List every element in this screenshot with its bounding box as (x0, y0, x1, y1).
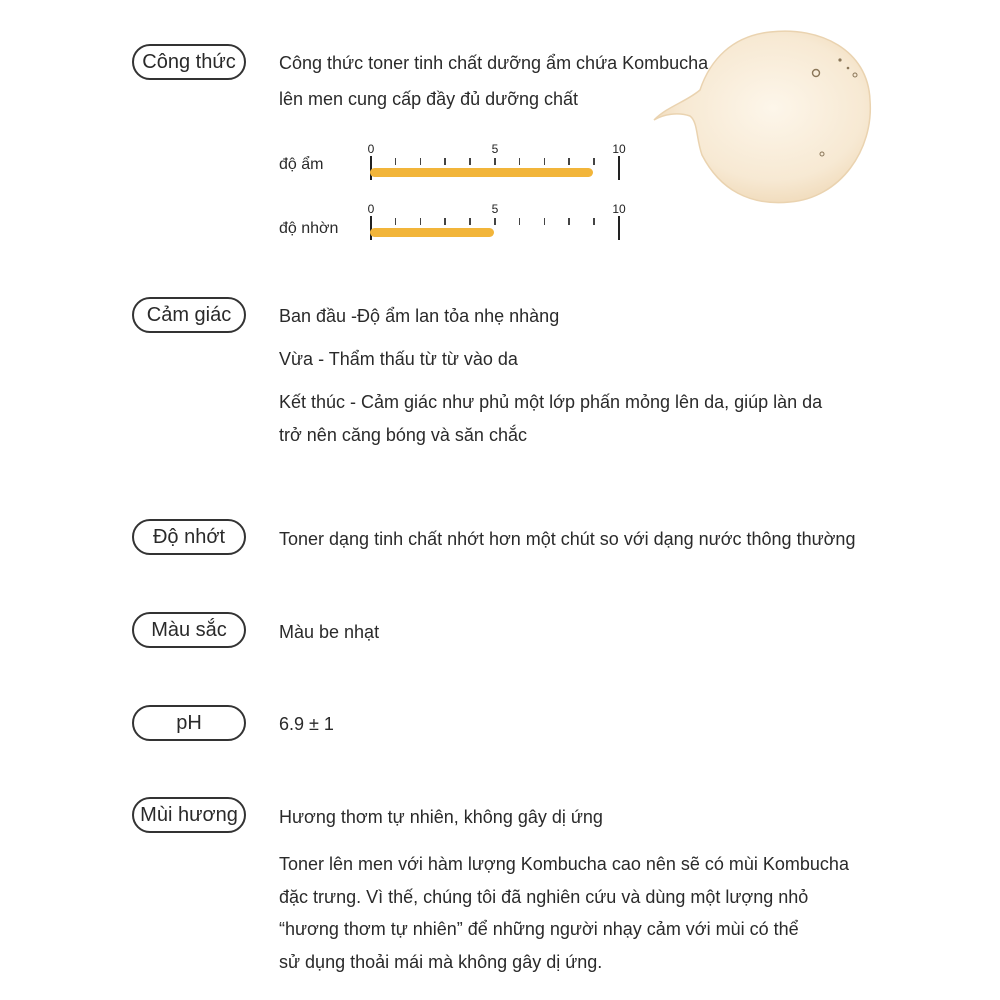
cong-thuc-line-2: lên men cung cấp đầy đủ dưỡng chất (279, 89, 579, 109)
scale-tick (494, 218, 496, 225)
moisture-scale (367, 142, 626, 186)
scale-tick (593, 158, 595, 165)
label-do-nhot: Độ nhớt (132, 519, 246, 555)
do-nhot-line-1: Toner dạng tinh chất nhớt hơn một chút so với dạng nước thông thường (279, 529, 856, 549)
scale-tick (519, 158, 521, 165)
scale-tick (444, 218, 446, 225)
mau-sac-line-1: Màu be nhạt (279, 622, 380, 642)
mui-huong-line-1: Hương thơm tự nhiên, không gây dị ứng (279, 807, 603, 827)
scale-label-moisture: độ ẩm (279, 156, 324, 173)
scale-tick (544, 158, 546, 165)
mui-huong-line-4: “hương thơm tự nhiên” để những người nhạy cảm với mùi có thể (279, 919, 799, 939)
scale-tick (395, 218, 397, 225)
mui-huong-line-5: sử dụng thoải mái mà không gây dị ứng. (279, 952, 603, 972)
mui-huong-line-3: đặc trưng. Vì thế, chúng tôi đã nghiên cứu và dùng một lượng nhỏ (279, 887, 809, 907)
scale-tick (593, 218, 595, 225)
label-cong-thuc: Công thức (132, 44, 246, 80)
cam-giac-line-2: Vừa - Thẩm thấu từ từ vào da (279, 349, 518, 369)
label-cam-giac: Cảm giác (132, 297, 246, 333)
scale-mid-label: 5 (491, 202, 499, 216)
scale-min-label: 0 (367, 142, 375, 156)
cam-giac-line-1: Ban đầu -Độ ẩm lan tỏa nhẹ nhàng (279, 306, 560, 326)
label-mau-sac: Màu sắc (132, 612, 246, 648)
oiliness-bar (370, 228, 494, 237)
mui-huong-line-2: Toner lên men với hàm lượng Kombucha cao nên sẽ có mùi Kombucha (279, 854, 849, 874)
scale-label-oiliness: độ nhờn (279, 220, 339, 237)
scale-tick (395, 158, 397, 165)
cong-thuc-line-1: Công thức toner tinh chất dưỡng ẩm chứa Kombucha (279, 53, 709, 73)
scale-end-line (618, 156, 620, 180)
label-ph: pH (132, 705, 246, 741)
label-mui-huong: Mùi hương (132, 797, 246, 833)
scale-tick (469, 218, 471, 225)
scale-min-label: 0 (367, 202, 375, 216)
scale-tick (519, 218, 521, 225)
scale-tick (469, 158, 471, 165)
scale-mid-label: 5 (491, 142, 499, 156)
oiliness-scale (367, 202, 626, 246)
scale-end-line (618, 216, 620, 240)
cam-giac-line-4: trở nên căng bóng và săn chắc (279, 425, 527, 445)
scale-tick (420, 158, 422, 165)
moisture-bar (370, 168, 593, 177)
scale-max-label: 10 (612, 202, 626, 216)
scale-tick (420, 218, 422, 225)
scale-tick (568, 158, 570, 165)
toner-drop-image (650, 20, 890, 220)
scale-tick (444, 158, 446, 165)
scale-tick (568, 218, 570, 225)
scale-tick (544, 218, 546, 225)
scale-max-label: 10 (612, 142, 626, 156)
ph-value: 6.9 ± 1 (279, 714, 334, 734)
scale-tick (494, 158, 496, 165)
cam-giac-line-3: Kết thúc - Cảm giác như phủ một lớp phấn mỏng lên da, giúp làn da (279, 392, 823, 412)
